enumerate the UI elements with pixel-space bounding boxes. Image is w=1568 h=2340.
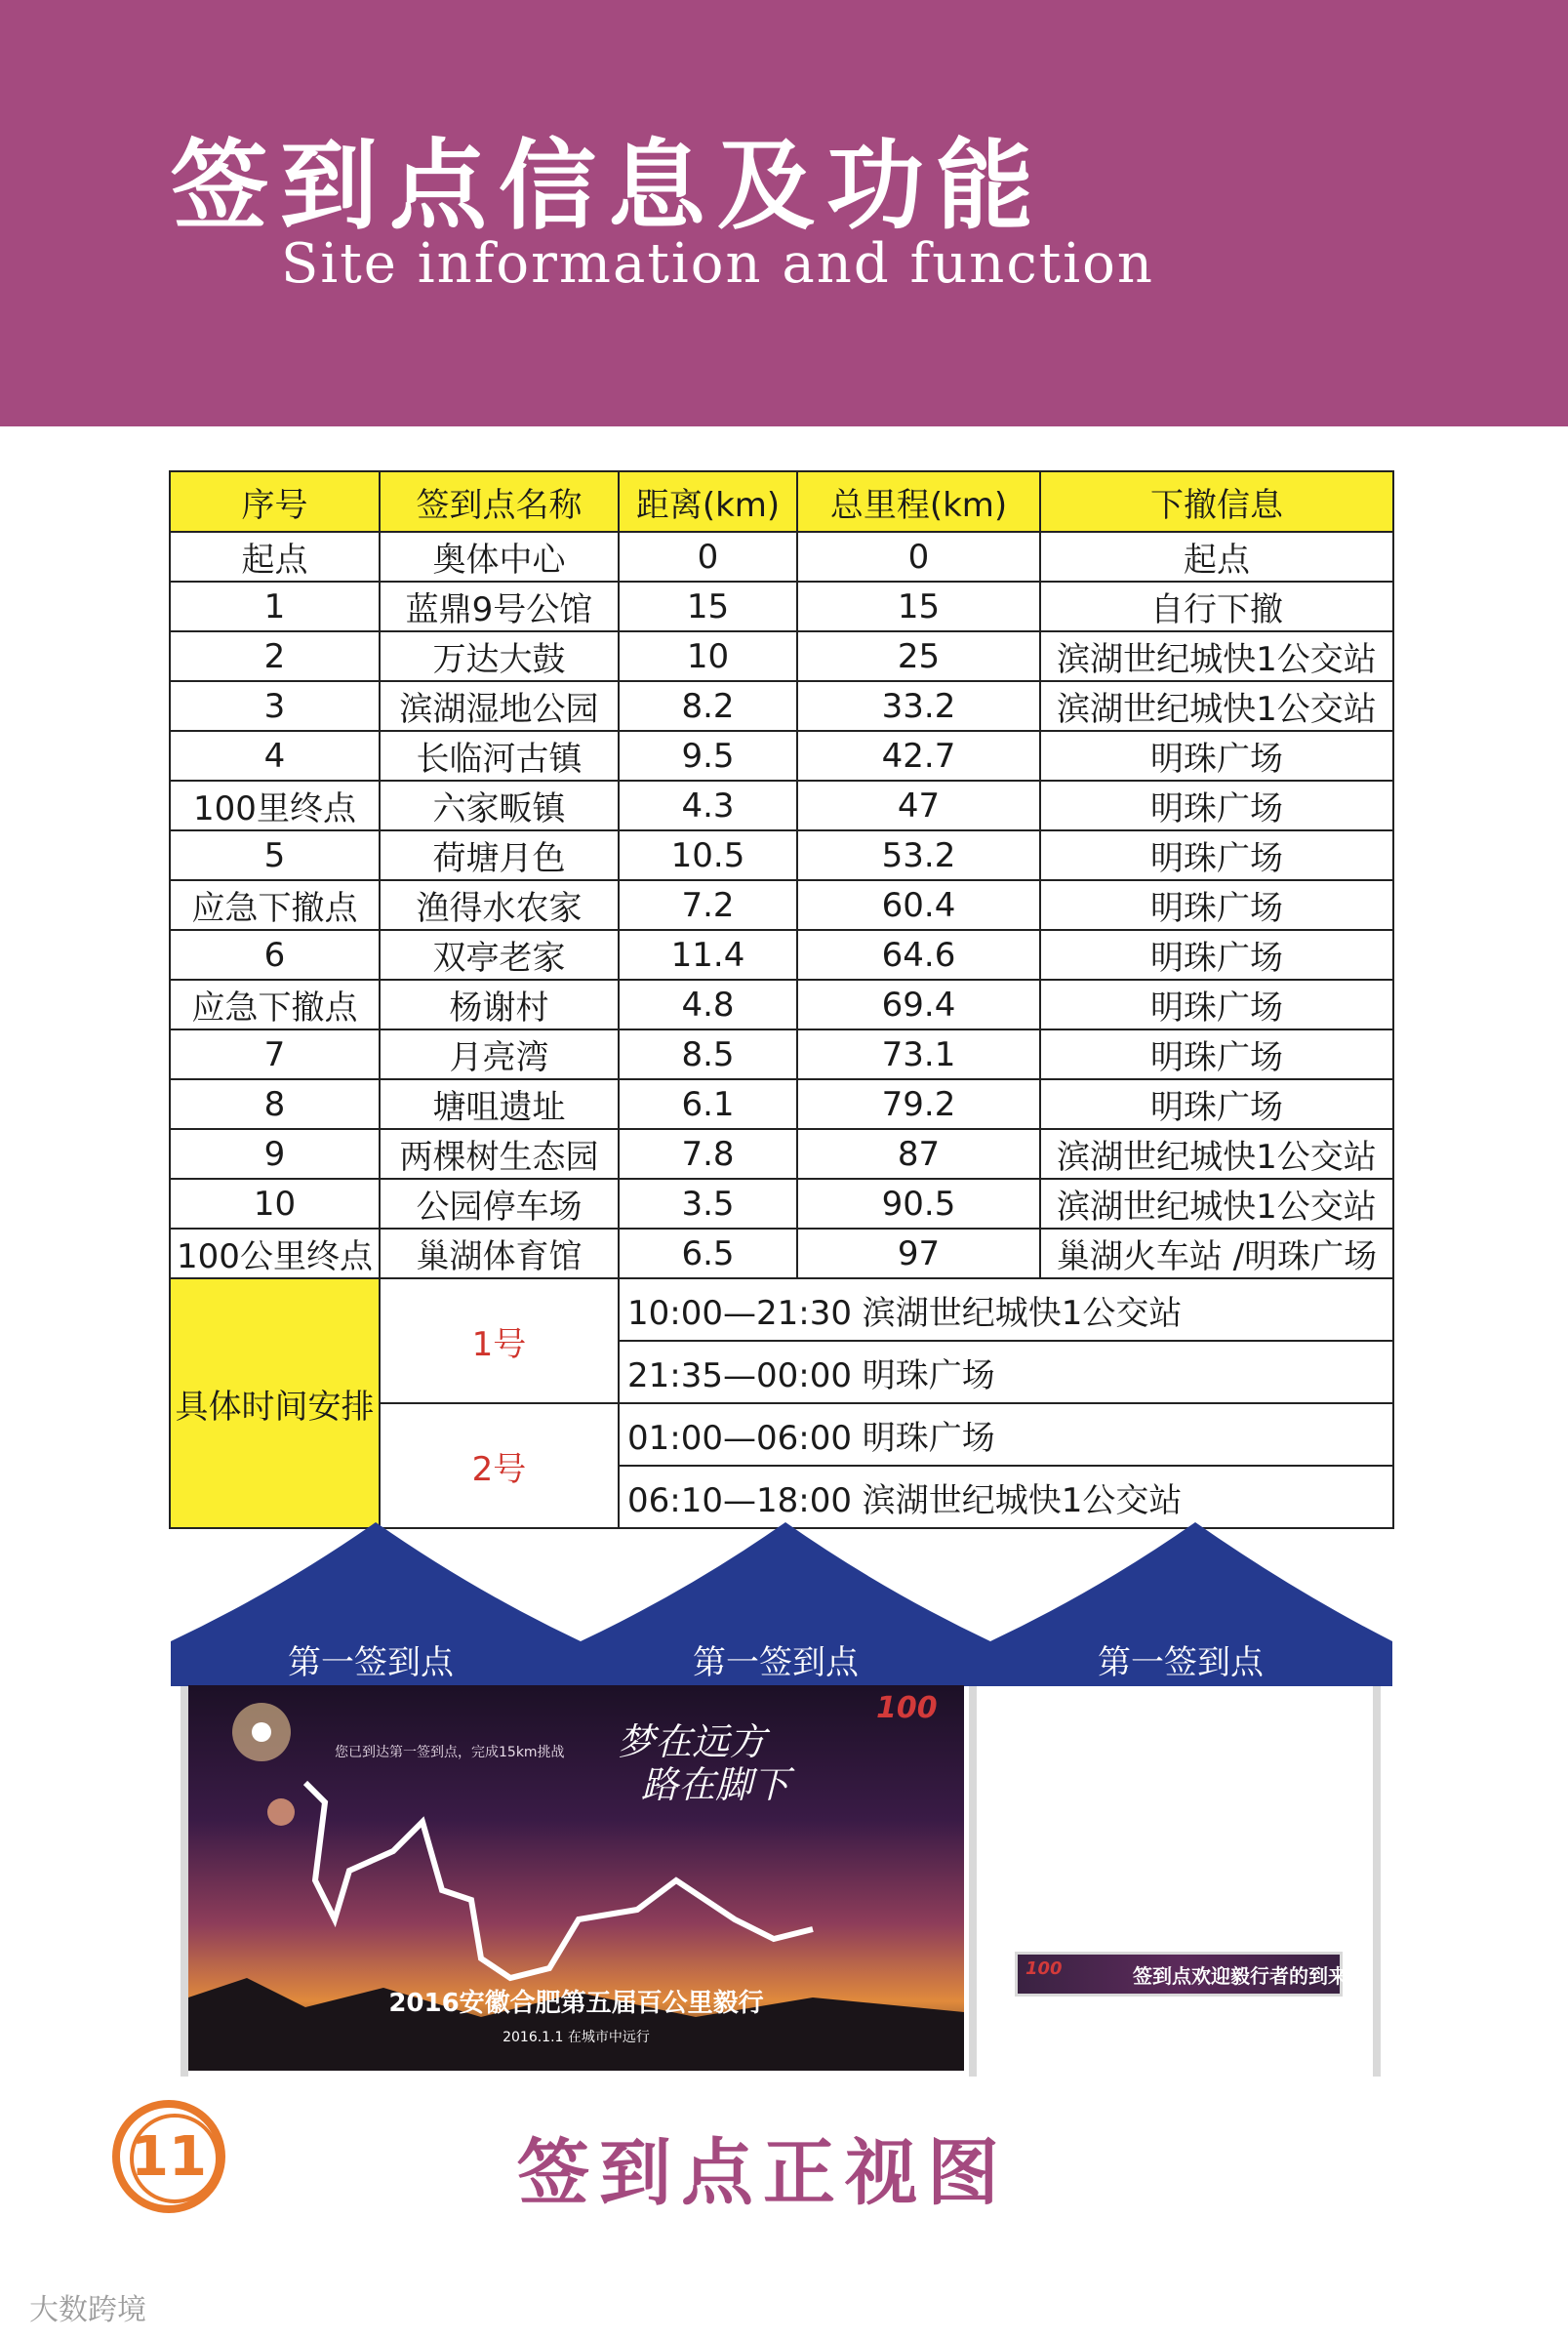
table-cell: 8 [170, 1079, 380, 1129]
reception-counter [1015, 1952, 1347, 1997]
banner-intro: 您已到达第一签到点，完成15km挑战 [335, 1745, 565, 1760]
table-cell: 15 [619, 582, 797, 631]
table-row [170, 781, 1393, 830]
table-cell: 蓝鼎9号公馆 [380, 582, 619, 631]
table-cell: 荷塘月色 [380, 830, 619, 880]
schedule-label: 具体时间安排 [170, 1278, 380, 1528]
table-row [170, 681, 1393, 731]
table-row [170, 1079, 1393, 1129]
table-row [170, 582, 1393, 631]
table-cell: 90.5 [797, 1179, 1040, 1229]
table-row [170, 631, 1393, 681]
table-cell: 100里终点 [170, 781, 380, 830]
table-cell: 明珠广场 [1040, 980, 1393, 1029]
schedule-row [170, 1278, 1393, 1341]
table-cell: 69.4 [797, 980, 1040, 1029]
table-cell: 起点 [1040, 532, 1393, 582]
table-cell: 滨湖世纪城快1公交站 [1040, 631, 1393, 681]
table-cell: 长临河古镇 [380, 731, 619, 781]
table-cell: 明珠广场 [1040, 880, 1393, 930]
page-subtitle: Site information and function [281, 232, 1154, 296]
table-cell: 73.1 [797, 1029, 1040, 1079]
table-cell: 自行下撤 [1040, 582, 1393, 631]
table-cell: 滨湖世纪城快1公交站 [1040, 1179, 1393, 1229]
table-header-row [170, 471, 1393, 532]
table-cell: 巢湖体育馆 [380, 1229, 619, 1278]
table-row [170, 830, 1393, 880]
table-cell: 应急下撤点 [170, 980, 380, 1029]
tent-pole-middle [969, 1686, 977, 2077]
table-cell: 79.2 [797, 1079, 1040, 1129]
column-header: 距离(km) [619, 471, 797, 532]
table-row [170, 1129, 1393, 1179]
page-number-badge [110, 2098, 227, 2215]
table-cell: 8.5 [619, 1029, 797, 1079]
table-cell: 6 [170, 930, 380, 980]
table-cell: 明珠广场 [1040, 731, 1393, 781]
table-cell: 4.8 [619, 980, 797, 1029]
table-cell: 53.2 [797, 830, 1040, 880]
table-row [170, 731, 1393, 781]
header-band [0, 0, 1568, 426]
table-cell: 明珠广场 [1040, 830, 1393, 880]
page-number: 11 [131, 2125, 207, 2189]
table-cell: 9 [170, 1129, 380, 1179]
table-cell: 7.8 [619, 1129, 797, 1179]
schedule-slot: 01:00—06:00 明珠广场 [619, 1403, 1393, 1466]
schedule-day: 2号 [380, 1403, 619, 1528]
schedule-slot: 21:35—00:00 明珠广场 [619, 1341, 1393, 1403]
tent-banner [188, 1685, 964, 2071]
table-cell: 3 [170, 681, 380, 731]
table-cell: 滨湖世纪城快1公交站 [1040, 1129, 1393, 1179]
tent-label-left: 第一签到点 [288, 1643, 454, 1682]
table-cell: 明珠广场 [1040, 1079, 1393, 1129]
table-cell: 渔得水农家 [380, 880, 619, 930]
caption: 签到点正视图 [517, 2131, 1009, 2215]
table-cell: 4 [170, 731, 380, 781]
table-cell: 42.7 [797, 731, 1040, 781]
table-cell: 0 [619, 532, 797, 582]
table-cell: 月亮湾 [380, 1029, 619, 1079]
table-cell: 10.5 [619, 830, 797, 880]
column-header: 签到点名称 [380, 471, 619, 532]
counter-logo: 100 [1025, 1958, 1063, 1979]
table-cell: 6.5 [619, 1229, 797, 1278]
table-row [170, 880, 1393, 930]
table-cell: 11.4 [619, 930, 797, 980]
slogan-line-2: 路在脚下 [641, 1763, 790, 1806]
table-cell: 1 [170, 582, 380, 631]
table-cell: 明珠广场 [1040, 930, 1393, 980]
table-cell: 公园停车场 [380, 1179, 619, 1229]
table-cell: 10 [619, 631, 797, 681]
schedule-day: 1号 [380, 1278, 619, 1403]
slogan-line-1: 梦在远方 [618, 1720, 767, 1763]
table-cell: 64.6 [797, 930, 1040, 980]
table-cell: 97 [797, 1229, 1040, 1278]
tent-label-middle: 第一签到点 [693, 1643, 859, 1682]
banner-logo: 100 [876, 1691, 938, 1725]
schedule-slot: 10:00—21:30 滨湖世纪城快1公交站 [619, 1278, 1393, 1341]
schedule-slot: 06:10—18:00 滨湖世纪城快1公交站 [619, 1466, 1393, 1528]
table-row [170, 980, 1393, 1029]
table-cell: 10 [170, 1179, 380, 1229]
banner-slogan [618, 1720, 789, 1806]
table-cell: 25 [797, 631, 1040, 681]
table-row [170, 1029, 1393, 1079]
table-cell: 双亭老家 [380, 930, 619, 980]
table-cell: 87 [797, 1129, 1040, 1179]
table-cell: 0 [797, 532, 1040, 582]
table-row [170, 1229, 1393, 1278]
table-cell: 33.2 [797, 681, 1040, 731]
table-cell: 60.4 [797, 880, 1040, 930]
site-table [169, 470, 1394, 1529]
table-cell: 7.2 [619, 880, 797, 930]
table-cell: 4.3 [619, 781, 797, 830]
table-cell: 7 [170, 1029, 380, 1079]
table-cell: 100公里终点 [170, 1229, 380, 1278]
table-cell: 奥体中心 [380, 532, 619, 582]
table-cell: 杨谢村 [380, 980, 619, 1029]
column-header: 下撤信息 [1040, 471, 1393, 532]
banner-event-title: 2016安徽合肥第五届百公里毅行 [388, 1989, 764, 2018]
table-cell: 滨湖世纪城快1公交站 [1040, 681, 1393, 731]
banner-date: 2016.1.1 在城市中远行 [503, 2030, 650, 2045]
table-cell: 明珠广场 [1040, 1029, 1393, 1079]
table-cell: 应急下撤点 [170, 880, 380, 930]
table-cell: 滨湖湿地公园 [380, 681, 619, 731]
table-cell: 起点 [170, 532, 380, 582]
table-row [170, 930, 1393, 980]
tent-pole-left [181, 1686, 188, 2077]
table-cell: 5 [170, 830, 380, 880]
tent-label-right: 第一签到点 [1098, 1643, 1264, 1682]
table-cell: 巢湖火车站 /明珠广场 [1040, 1229, 1393, 1278]
table-cell: 3.5 [619, 1179, 797, 1229]
table-row [170, 1179, 1393, 1229]
table-cell: 6.1 [619, 1079, 797, 1129]
table-cell: 两棵树生态园 [380, 1129, 619, 1179]
table-cell: 明珠广场 [1040, 781, 1393, 830]
column-header: 序号 [170, 471, 380, 532]
table-cell: 万达大鼓 [380, 631, 619, 681]
watermark: 大数跨境 [29, 2293, 146, 2327]
table-cell: 六家畈镇 [380, 781, 619, 830]
table-cell: 15 [797, 582, 1040, 631]
table-cell: 2 [170, 631, 380, 681]
table-cell: 9.5 [619, 731, 797, 781]
counter-text: 签到点欢迎毅行者的到来 [1133, 1964, 1347, 1988]
tent-pole-right [1373, 1686, 1381, 2077]
page-title: 签到点信息及功能 [171, 129, 1045, 243]
table-cell: 47 [797, 781, 1040, 830]
table-cell: 塘咀遗址 [380, 1079, 619, 1129]
column-header: 总里程(km) [797, 471, 1040, 532]
table-row [170, 532, 1393, 582]
table-cell: 8.2 [619, 681, 797, 731]
